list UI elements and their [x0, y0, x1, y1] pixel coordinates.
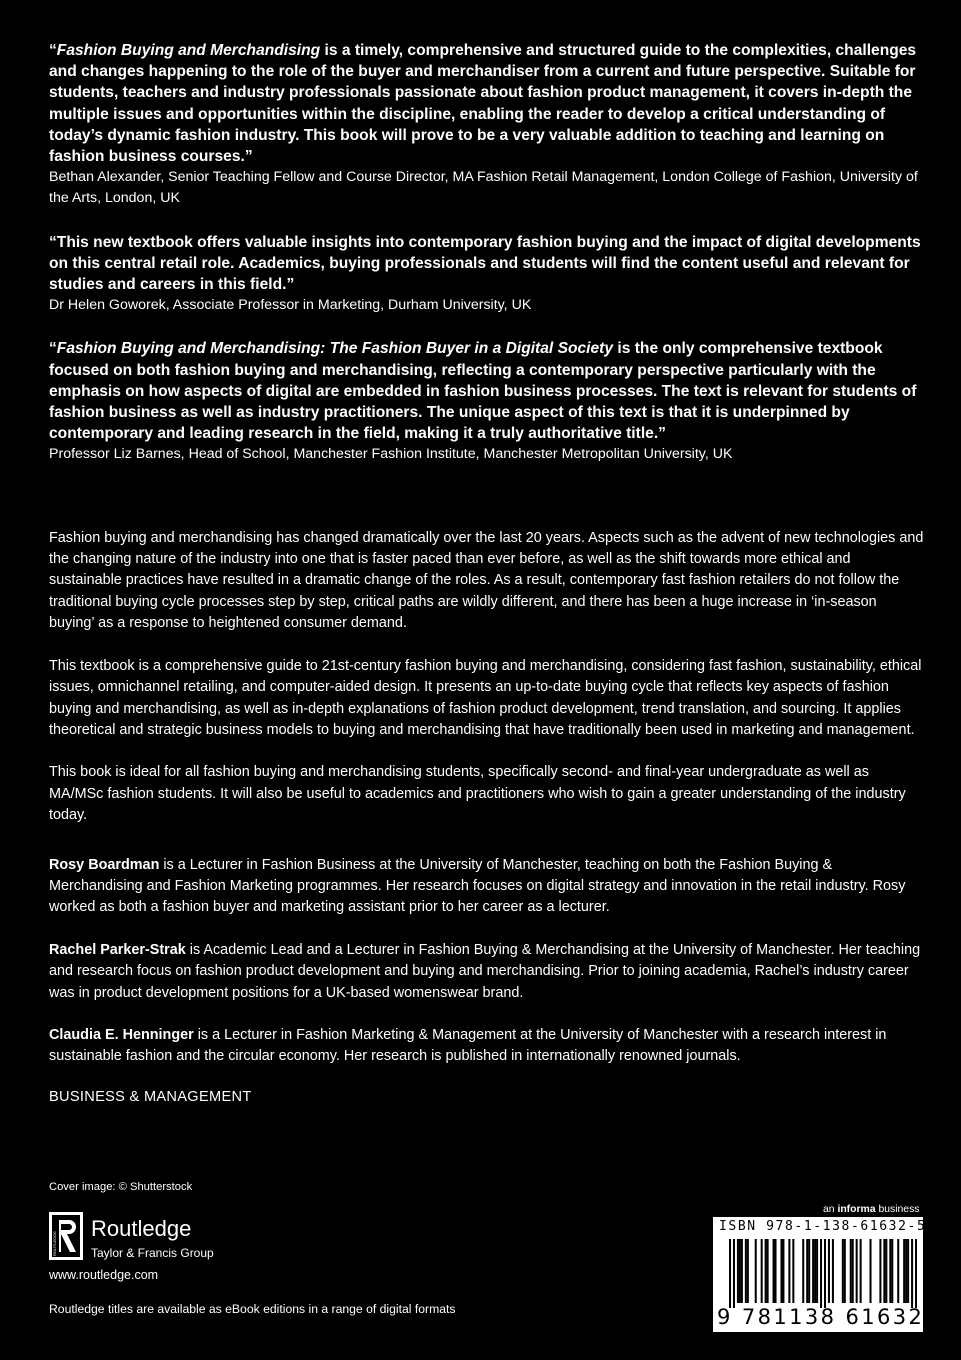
barcode-bar — [729, 1239, 731, 1308]
barcode-bar — [782, 1239, 784, 1303]
review-2 — [49, 232, 925, 317]
back-cover-text — [49, 40, 925, 1105]
review-quote: “Fashion Buying and Merchandising is a timely, comprehensive and structured guide to the complexities, challenges and changes happening to the role of the buyer and merchandiser from a current and future perspective. Suitable for students, teachers and industry professionals passionate about fashion product management, it covers in-depth the multiple issues and opportunities within the discipline, enabling the reader to develop a critical understanding of today’s dynamic fashion industry. This book will prove to be a very valuable addition to teaching and learning on fashion business courses.” — [49, 42, 917, 166]
review-quote: “This new textbook offers valuable insights into contemporary fashion buying and the impact of digital developments on this central retail role. Academics, buying professionals and students will find the content useful and relevant for studies and careers in this field.” — [49, 233, 921, 294]
author-name: Claudia E. Henninger — [49, 1026, 194, 1043]
barcode-bar — [885, 1239, 887, 1303]
barcode-bar — [802, 1239, 804, 1303]
ebook-note: Routledge titles are available as eBook editions in a range of digital formats — [49, 1302, 456, 1316]
barcode-bar — [820, 1239, 822, 1308]
author-bio: Claudia E. Henninger is a Lecturer in Fashion Marketing & Management at the University of Manchester with a research interest in sustainable fashion and the circular economy. Her research is published in internationally renowned journals. — [49, 1026, 887, 1065]
logo-vertical-text: ROUTLEDGE — [52, 1231, 57, 1256]
barcode-bar — [761, 1239, 763, 1303]
barcode-bar — [788, 1239, 790, 1303]
review-attribution: Bethan Alexander, Senior Teaching Fellow and Course Director, MA Fashion Retail Management, London College of Fashion, University of the Arts, London, UK — [49, 169, 918, 207]
publisher-name: Routledge — [91, 1216, 192, 1241]
informa-tagline: an informa business — [823, 1204, 920, 1215]
review-attribution: Dr Helen Goworek, Associate Professor in Marketing, Durham University, UK — [49, 297, 532, 314]
barcode-bar — [775, 1239, 777, 1303]
barcode-bar — [824, 1239, 826, 1308]
review-1 — [49, 40, 925, 210]
author-name: Rachel Parker-Strak — [49, 941, 186, 958]
barcode-bar — [856, 1239, 858, 1303]
barcode-bar — [814, 1239, 816, 1303]
barcode-bar — [792, 1239, 794, 1303]
isbn-label: ISBN 978-1-138-61632-5 — [719, 1219, 927, 1234]
barcode-bar — [773, 1239, 775, 1303]
barcode-bar — [739, 1239, 741, 1303]
barcode-bar — [905, 1239, 907, 1303]
barcode-bar — [850, 1239, 852, 1303]
blurb-paragraph: This textbook is a comprehensive guide to 21st-century fashion buying and merchandising, considering fast fashion, sustainability, ethical issues, omnichannel retailing, and computer-aided design. It presents an up-to-date buying cycle that reflects key aspects of fashion buying and merchandising, as well as in-depth explanations of fashion product development, trend translation, and sourcing. It applies theoretical and strategic business models to buying and merchandising that have traditionally been used in marketing and management. — [49, 657, 922, 738]
author-bio: Rosy Boardman is a Lecturer in Fashion Business at the University of Manchester, teaching on both the Fashion Buying & Merchandising and Fashion Marketing programmes. Her research focuses on digital strategy and innovation in the retail industry. Rosy worked as both a fashion buyer and marketing assistant prior to her career as a lecturer. — [49, 856, 906, 916]
author-bios — [49, 855, 925, 1068]
barcode-bar — [755, 1239, 757, 1303]
review-book-title: Fashion Buying and Merchandising: The Fashion Buyer in a Digital Society — [56, 340, 614, 358]
barcode-bar — [897, 1239, 899, 1303]
author-name: Rosy Boardman — [49, 856, 160, 873]
barcode-bar — [808, 1239, 810, 1303]
blurb-paragraph: Fashion buying and merchandising has changed dramatically over the last 20 years. Aspects such as the advent of new technologies and the changing nature of the industry into one that is faster paced than ever before, as well as the shift towards more ethical and sustainable practices have resulted in a dramatic change of the roles. As a result, contemporary fast fashion retailers do not follow the traditional buying cycle processes step by step, critical paths are wildly different, and there has been a huge increase in ‘in-season buying’ as a response to heightened consumer demand. — [49, 529, 924, 632]
barcode-bar — [806, 1239, 808, 1303]
barcode-bar — [842, 1239, 844, 1303]
barcode-bar — [767, 1239, 769, 1303]
barcode-bar — [860, 1239, 862, 1303]
barcode-bar — [891, 1239, 893, 1303]
review-attribution: Professor Liz Barnes, Head of School, Manchester Fashion Institute, Manchester Metropolitan University, UK — [49, 446, 733, 463]
blurb-paragraph: This book is ideal for all fashion buying and merchandising students, specifically second- and final-year undergraduate as well as MA/MSc fashion students. It will also be useful to academics and practitioners who wish to gain a greater understanding of the industry today. — [49, 764, 906, 824]
barcode-bar — [911, 1239, 913, 1308]
barcode-bar — [747, 1239, 749, 1303]
routledge-logo-icon — [49, 1212, 83, 1260]
subject-category: BUSINESS & MANAGEMENT — [49, 1088, 252, 1105]
barcode-bar — [816, 1239, 818, 1303]
ean-digits: 9 781138 616325 — [717, 1305, 941, 1329]
cover-image-credit: Cover image: © Shutterstock — [49, 1181, 193, 1193]
barcode-bar — [741, 1239, 743, 1303]
review-book-title: Fashion Buying and Merchandising — [56, 42, 321, 59]
barcode-bar — [915, 1239, 917, 1308]
review-3 — [49, 338, 925, 465]
publisher-url: www.routledge.com — [49, 1268, 159, 1282]
publisher-group: Taylor & Francis Group — [91, 1246, 214, 1260]
barcode-bar — [812, 1239, 814, 1303]
barcode-bar — [745, 1239, 747, 1303]
isbn-barcode — [713, 1217, 941, 1332]
barcode-bar — [780, 1239, 782, 1303]
barcode-bar — [879, 1239, 881, 1303]
barcode-bar — [828, 1239, 830, 1303]
barcode-bar — [832, 1239, 834, 1303]
barcode-bar — [852, 1239, 854, 1303]
barcode-bar — [765, 1239, 767, 1303]
barcode-bar — [907, 1239, 909, 1303]
author-bio: Rachel Parker-Strak is Academic Lead and a Lecturer in Fashion Buying & Merchandising at the University of Manchester. Her teaching and research focus on fashion product development and buying and merchandising. Prior to joining academia, Rachel’s industry career was in product development positions for a UK-based womenswear brand. — [49, 941, 921, 1001]
review-quote: “Fashion Buying and Merchandising: The Fashion Buyer in a Digital Society is the only comprehensive textbook focused on both fashion buying and merchandising, reflecting a contemporary perspective particularly with the emphasis on how aspects of digital are embedded in fashion business processes. The text is relevant for students of fashion business as well as industry practitioners. The unique aspect of this text is that it is underpinned by contemporary and leading research in the field, making it a truly authoritative title.” — [49, 340, 917, 443]
barcode-bar — [737, 1239, 739, 1303]
barcode-bar — [903, 1239, 905, 1303]
barcode-bar — [883, 1239, 885, 1303]
barcode-bars — [729, 1239, 917, 1308]
barcode-bar — [733, 1239, 735, 1308]
barcode-bar — [889, 1239, 891, 1303]
barcode-bar — [844, 1239, 846, 1303]
barcode-bar — [870, 1239, 872, 1303]
